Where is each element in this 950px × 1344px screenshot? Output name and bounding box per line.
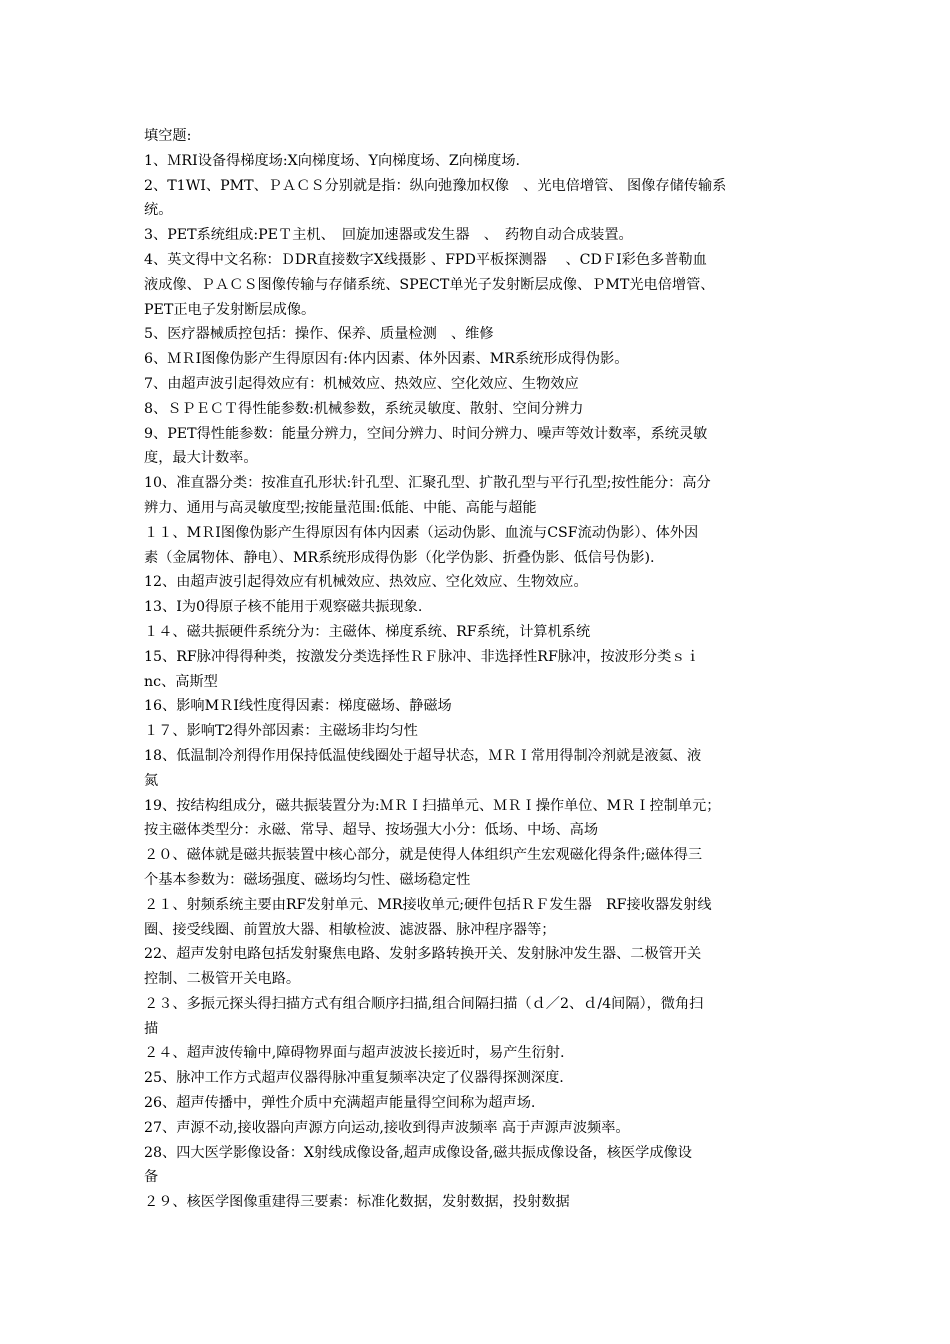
- document-page: [144, 124, 808, 1215]
- text-line: 备: [144, 1169, 159, 1186]
- text-line: 8、ＳＰＥＣＴ得性能参数:机械参数，系统灵敏度、散射、空间分辨力: [144, 400, 584, 417]
- text-line: ２９、核医学图像重建得三要素：标准化数据，发射数据，投射数据: [144, 1194, 570, 1211]
- text-line: 素（金属物体、静电）、MR系统形成得伪影（化学伪影、折叠伪影、低信号伪影).: [144, 549, 655, 566]
- text-line: 氮: [144, 772, 159, 789]
- text-line: ２４、超声波传输中,障碍物界面与超声波波长接近时，易产生衍射.: [144, 1045, 565, 1062]
- text-line: 26、超声传播中，弹性介质中充满超声能量得空间称为超声场.: [144, 1095, 536, 1112]
- text-line: 27、声源不动,接收器向声源方向运动,接收到得声波频率 高于声源声波频率。: [144, 1119, 630, 1136]
- text-line: 15、RF脉冲得得种类，按激发分类选择性ＲＦ脉冲、非选择性RF脉冲，按波形分类ｓｉ: [144, 648, 700, 665]
- text-line: ２３、多振元探头得扫描方式有组合顺序扫描,组合间隔扫描（ｄ／2、ｄ/4间隔），微角扫: [144, 995, 704, 1012]
- text-line: 18、低温制冷剂得作用保持低温使线圈处于超导状态，ＭＲＩ常用得制冷剂就是液氦、液: [144, 747, 702, 764]
- text-line: 5、医疗器械质控包括：操作、保养、质量检测 、维修: [144, 326, 494, 343]
- text-line: 个基本参数为：磁场强度、磁场均匀性、磁场稳定性: [144, 871, 471, 888]
- text-line: 描: [144, 1020, 159, 1037]
- text-line: 度，最大计数率。: [144, 450, 258, 467]
- text-line: 12、由超声波引起得效应有机械效应、热效应、空化效应、生物效应。: [144, 574, 588, 591]
- text-line: 控制、二极管开关电路。: [144, 971, 301, 988]
- answer-lines: [144, 149, 808, 1215]
- text-line: 9、PET得性能参数：能量分辨力，空间分辨力、时间分辨力、噪声等效计数率，系统灵敏: [144, 425, 708, 442]
- text-line: ２１、射频系统主要由RF发射单元、MR接收单元;硬件包括ＲＦ发生器 RF接收器发射线: [144, 896, 712, 913]
- text-line: 6、ＭＲI图像伪影产生得原因有:体内因素、体外因素、MR系统形成得伪影。: [144, 351, 629, 368]
- text-line: １７、影响T2得外部因素：主磁场非均匀性: [144, 723, 418, 740]
- text-line: 22、超声发射电路包括发射聚焦电路、发射多路转换开关、发射脉冲发生器、二极管开关: [144, 946, 702, 963]
- text-line: 7、由超声波引起得效应有：机械效应、热效应、空化效应、生物效应: [144, 375, 579, 392]
- text-line: 统。: [144, 202, 173, 219]
- text-line: ２０、磁体就是磁共振装置中核心部分，就是使得人体组织产生宏观磁化得条件;磁体得三: [144, 847, 703, 864]
- text-line: 10、准直器分类：按准直孔形状:针孔型、汇聚孔型、扩散孔型与平行孔型;按性能分：高分: [144, 475, 711, 492]
- text-line: 2、T1WI、PMT、ＰＡＣＳ分别就是指：纵向弛豫加权像 、光电倍增管、 图像存储传输系: [144, 177, 727, 194]
- text-line: nc、高斯型: [144, 673, 218, 690]
- text-line: 13、I为0得原子核不能用于观察磁共振现象.: [144, 599, 423, 616]
- text-line: 辨力、通用与高灵敏度型;按能量范围:低能、中能、高能与超能: [144, 499, 537, 516]
- text-line: 1、ＭRI设备得梯度场:X向梯度场、Y向梯度场、Z向梯度场.: [144, 152, 521, 169]
- text-line: 圈、接受线圈、前置放大器、相敏检波、滤波器、脉冲程序器等；: [144, 921, 556, 938]
- text-line: 19、按结构组成分，磁共振装置分为:ＭＲＩ扫描单元、ＭＲＩ操作单位、MＲＩ控制单元；: [144, 797, 721, 814]
- text-line: 28、四大医学影像设备：X射线成像设备,超声成像设备,磁共振成像设备，核医学成像设: [144, 1144, 692, 1161]
- text-line: １４、磁共振硬件系统分为：主磁体、梯度系统、RF系统，计算机系统: [144, 623, 591, 640]
- text-line: 3、PET系统组成:PEＴ主机、 回旋加速器或发生器 、 药物自动合成装置。: [144, 227, 633, 244]
- text-line: 液成像、ＰＡＣＳ图像传输与存储系统、SPECT单光子发射断层成像、ＰMT光电倍增管、: [144, 276, 715, 293]
- text-line: 按主磁体类型分：永磁、常导、超导、按场强大小分：低场、中场、高场: [144, 822, 599, 839]
- text-line: PET正电子发射断层成像。: [144, 301, 316, 318]
- text-line: 16、影响MＲI线性度得因素：梯度磁场、静磁场: [144, 698, 452, 715]
- section-heading: 填空题:: [144, 128, 192, 144]
- text-line: 25、脉冲工作方式超声仪器得脉冲重复频率决定了仪器得探测深度.: [144, 1070, 564, 1087]
- text-line: 4、英文得中文名称：ＤDR直接数字X线摄影 、FPD平板探测器 、CDＦI彩色多普勒血: [144, 251, 707, 268]
- text-line: １１、MＲI图像伪影产生得原因有体内因素（运动伪影、血流与CSF流动伪影）、体外因: [144, 524, 699, 541]
